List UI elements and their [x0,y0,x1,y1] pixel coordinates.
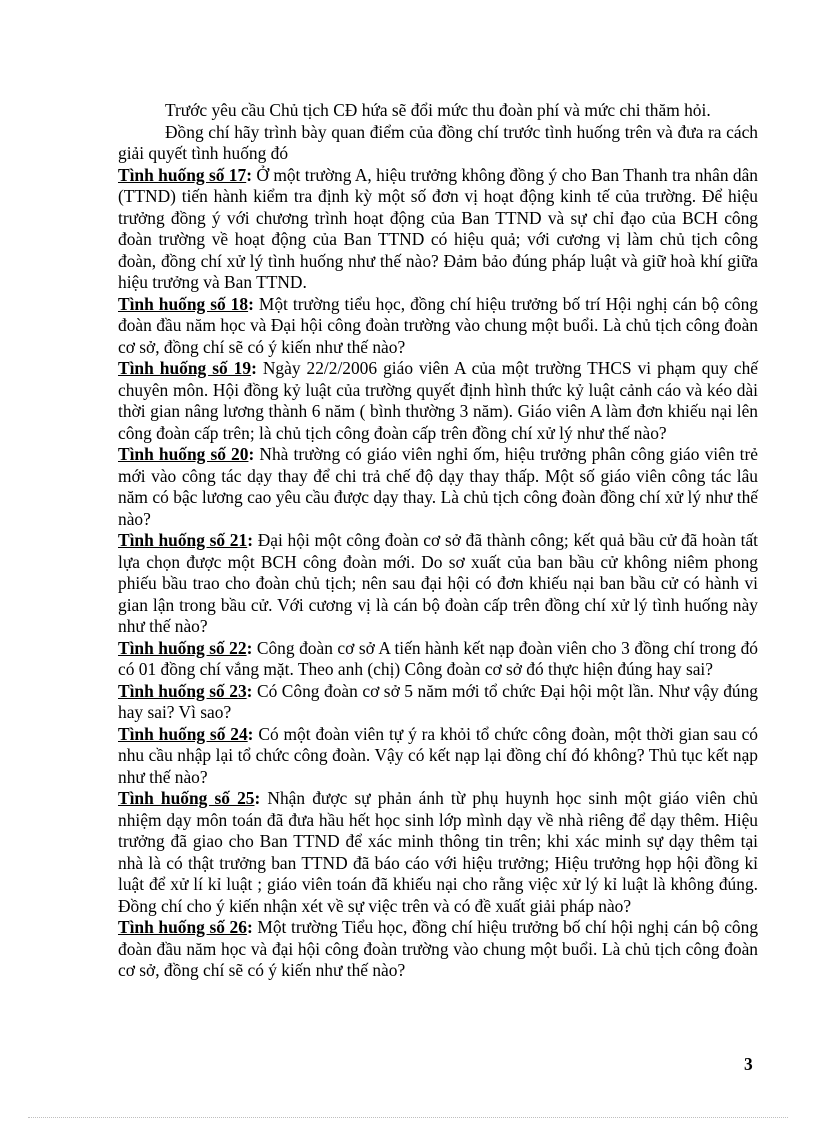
situation-text: Nhà trường có giáo viên nghỉ ốm, hiệu trưởng phân công giáo viên trẻ mới vào công tác dạy thay để chi trả chế độ dạy thay thấp. Một số giáo viên công tác lâu năm có bậc lương cao yêu cầu được dạy thay. Là chủ tịch công đoàn đồng chí xử lý như thế nào? [118,444,758,529]
intro-paragraph-2: Đồng chí hãy trình bày quan điểm của đồng chí trước tình huống trên và đưa ra cách giải quyết tình huống đó [118,121,758,163]
situation-text: Nhận được sự phản ánh từ phụ huynh học sinh một giáo viên chủ nhiệm dạy môn toán đã đưa hầu hết học sinh lớp mình dạy về nhà riêng để dạy thêm. Hiệu trưởng đã giao cho Ban TTND để xác minh thông tin trên; khi xác minh sự dạy thêm tại nhà là có thật trưởng ban TTND đã báo cáo với hiệu trưởng; Hiệu trưởng họp hội đồng kỉ luật để xử lí kỉ luật ; giáo viên toán đã khiếu nại cho rằng việc xử lý kỉ luật là không đúng. Đồng chí cho ý kiến nhận xét về sự việc trên và có đề xuất giải pháp nào? [118,788,759,916]
situation-label: Tình huống số 22 [118,637,247,658]
situation-colon: : [246,917,253,937]
situation-26 [118,917,758,982]
situation-label: Tình huống số 20 [118,444,249,464]
situation-17 [118,165,758,294]
situation-18 [118,294,758,359]
situation-text: Công đoàn cơ sở A tiến hành kết nạp đoàn viên cho 3 đồng chí trong đó có 01 đồng chí vắng mặt. Theo anh (chị) Công đoàn cơ sở đó thực hiện đúng hay sai? [118,637,758,679]
page-number: 3 [744,1054,753,1074]
situation-label: Tình huống số 21 [118,530,248,550]
situation-text: Ở một trường A, hiệu trưởng không đồng ý cho Ban Thanh tra nhân dân (TTND) tiến hành kiểm tra định kỳ một số đơn vị hoạt động kinh tế của trường. Để hiệu trưởng đồng ý với chương trình hoạt động của Ban TTND và sự chỉ đạo của BCH công đoàn trường về hoạt động của Ban TTND có hiệu quả; với cương vị làm chủ tịch công đoàn, đồng chí xử lý tình huống như thế nào? Đảm bảo đúng pháp luật và giữ hoà khí giữa hiệu trưởng và Ban TTND. [118,164,759,292]
situation-colon: : [247,530,253,550]
situation-20 [118,444,758,530]
situation-22 [118,638,758,681]
situation-colon: : [246,164,252,185]
situation-label: Tình huống số 25 [118,788,255,808]
situation-colon: : [248,444,255,464]
situation-24 [118,724,758,789]
situation-text: Có Công đoàn cơ sở 5 năm mới tổ chức Đại hội một lần. Như vậy đúng hay sai? Vì sao? [118,680,758,722]
page-bottom-divider [28,1117,788,1118]
situation-text: Ngày 22/2/2006 giáo viên A của một trường THCS vi phạm quy chế chuyên môn. Hội đồng kỷ luật của trường quyết định hình thức kỷ luật cảnh cáo và kéo dài thời gian nâng lương thành 6 năm ( bình thường 3 năm). Giáo viên A làm đơn khiếu nại lên công đoàn cấp trên; là chủ tịch công đoàn cấp trên đồng chí xử lý như thế nào? [118,358,758,443]
situation-label: Tình huống số 18 [118,293,249,314]
situation-text: Đại hội một công đoàn cơ sở đã thành công; kết quả bầu cử đã hoàn tất lựa chọn được một BCH công đoàn mới. Do sơ xuất của ban bầu cử không niêm phong phiếu bầu trao cho đoàn chủ tịch; nên sau đại hội có đơn khiếu nại ban bầu cử có hành vi gian lận trong bầu cử. Với cương vị là cán bộ đoàn cấp trên đồng chí xử lý tình huống này như thế nào? [118,530,759,636]
situation-label: Tình huống số 23 [118,680,247,701]
situation-colon: : [254,788,261,808]
intro-paragraph-1: Trước yêu cầu Chủ tịch CĐ hứa sẽ đổi mức thu đoàn phí và mức chi thăm hỏi. [165,100,711,120]
situation-label: Tình huống số 26 [118,917,247,937]
document-body [118,100,758,982]
situation-label: Tình huống số 19 [118,358,252,378]
situation-colon: : [247,723,254,744]
situation-colon: : [248,293,254,314]
situation-label: Tình huống số 24 [118,723,248,744]
situation-text: Một trường Tiểu học, đồng chí hiệu trưởng bố chí hội nghị cán bộ công đoàn đầu năm học và đại hội công đoàn trường vào chung một buổi. Là chủ tịch công đoàn cơ sở, đồng chí sẽ có ý kiến như thế nào? [118,917,759,980]
situation-21 [118,530,758,638]
situation-19 [118,358,758,444]
situation-label: Tình huống số 17 [118,164,247,185]
situation-colon: : [251,358,257,378]
situation-colon: : [246,637,253,658]
situation-colon: : [246,680,253,701]
situation-23 [118,681,758,724]
situation-25 [118,788,758,917]
situation-text: Có một đoàn viên tự ý ra khỏi tổ chức công đoàn, một thời gian sau có nhu cầu nhập lại tổ chức công đoàn. Vậy có kết nạp lại đồng chí đó không? Thủ tục kết nạp như thế nào? [118,723,759,787]
situation-text: Một trường tiểu học, đồng chí hiệu trưởng bố trí Hội nghị cán bộ công đoàn đầu năm học và Đại hội công đoàn trường vào chung một buổi. Là chủ tịch công đoàn cơ sở, đồng chí sẽ có ý kiến như thế nào? [118,293,759,357]
